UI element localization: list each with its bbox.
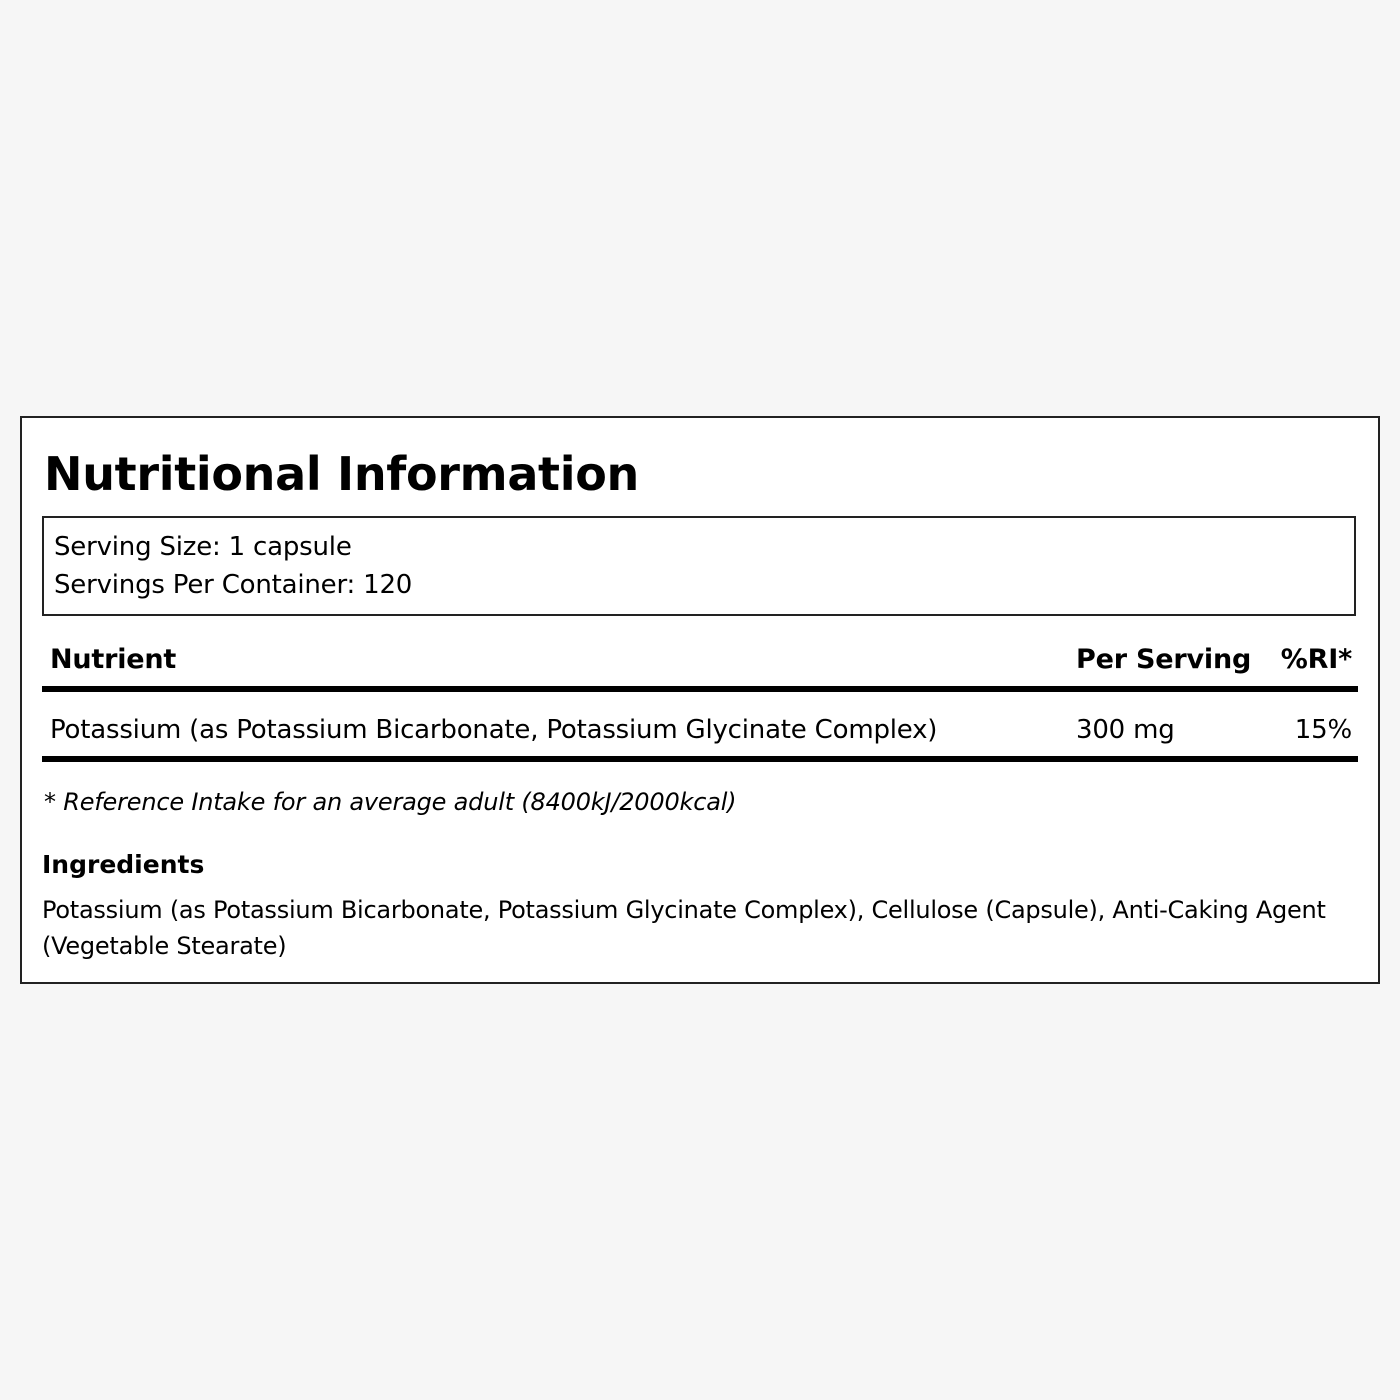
serving-size: Serving Size: 1 capsule xyxy=(54,532,352,562)
column-header-per-serving: Per Serving xyxy=(1076,644,1252,675)
nutrition-panel xyxy=(20,416,1380,984)
column-header-ri: %RI* xyxy=(1280,644,1352,675)
ingredients-heading: Ingredients xyxy=(42,850,205,879)
header-divider xyxy=(42,686,1358,692)
table-bottom-divider xyxy=(42,756,1358,762)
ingredients-list: Potassium (as Potassium Bicarbonate, Potassium Glycinate Complex), Cellulose (Capsule), Anti-Caking Agent (Vegetable Stearate) xyxy=(42,896,1326,960)
nutrient-name-cell: Potassium (as Potassium Bicarbonate, Potassium Glycinate Complex) xyxy=(50,715,938,745)
servings-per-container: Servings Per Container: 120 xyxy=(54,570,413,600)
ri-cell: 15% xyxy=(1294,715,1352,745)
reference-intake-footnote: * Reference Intake for an average adult (8400kJ/2000kcal) xyxy=(44,788,737,816)
per-serving-cell: 300 mg xyxy=(1076,715,1175,745)
serving-info-box xyxy=(42,516,1356,616)
column-header-nutrient: Nutrient xyxy=(50,644,177,675)
page-title: Nutritional Information xyxy=(44,447,639,501)
